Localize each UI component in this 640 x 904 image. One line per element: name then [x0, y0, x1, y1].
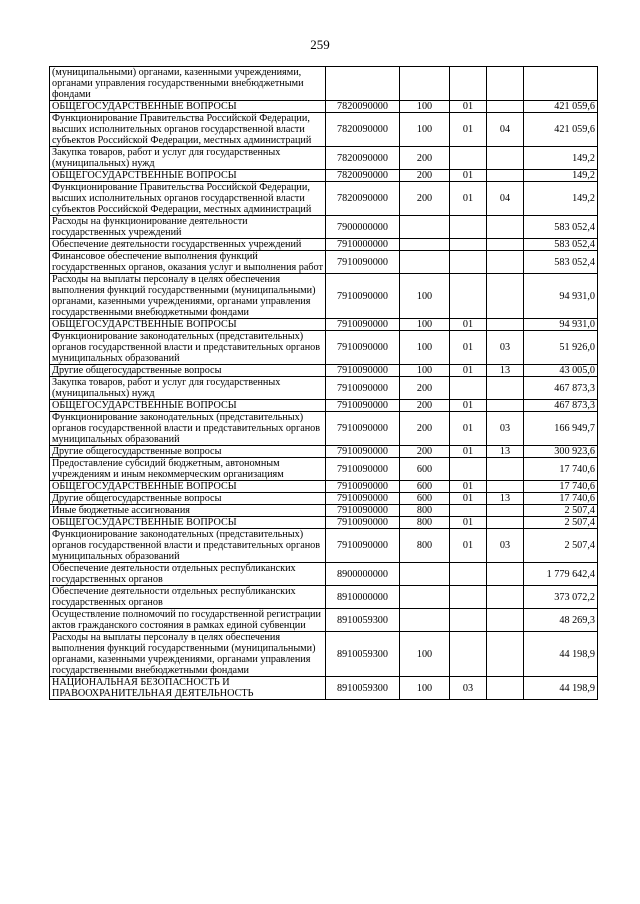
amount-cell: 467 873,3	[524, 377, 598, 400]
amount-cell: 2 507,4	[524, 529, 598, 563]
subsection-cell: 04	[487, 182, 524, 216]
amount-cell: 51 926,0	[524, 331, 598, 365]
expense-name-cell: Функционирование Правительства Российской Федерации, высших исполнительных органов государственной власти субъектов Российской Федерации, местных администраций	[50, 182, 326, 216]
target-code-cell: 7910090000	[326, 331, 400, 365]
subsection-cell	[487, 251, 524, 274]
table-row	[50, 609, 598, 632]
amount-cell: 2 507,4	[524, 517, 598, 529]
target-code-cell	[326, 67, 400, 101]
target-code-cell: 7820090000	[326, 147, 400, 170]
target-code-cell: 8910059300	[326, 677, 400, 700]
section-cell: 01	[450, 400, 487, 412]
expense-type-cell: 100	[400, 632, 450, 677]
section-cell: 01	[450, 365, 487, 377]
expense-name-cell: (муниципальными) органами, казенными учреждениями, органами управления государственными внебюджетными фондами	[50, 67, 326, 101]
expense-type-cell: 200	[400, 412, 450, 446]
table-row	[50, 216, 598, 239]
table-row	[50, 563, 598, 586]
expense-type-cell: 100	[400, 365, 450, 377]
expense-name-cell: ОБЩЕГОСУДАРСТВЕННЫЕ ВОПРОСЫ	[50, 319, 326, 331]
target-code-cell: 7910090000	[326, 493, 400, 505]
subsection-cell	[487, 609, 524, 632]
amount-cell: 94 931,0	[524, 274, 598, 319]
section-cell: 01	[450, 446, 487, 458]
target-code-cell: 7900000000	[326, 216, 400, 239]
subsection-cell: 03	[487, 331, 524, 365]
amount-cell: 373 072,2	[524, 586, 598, 609]
expense-type-cell	[400, 216, 450, 239]
subsection-cell	[487, 505, 524, 517]
amount-cell: 17 740,6	[524, 458, 598, 481]
amount-cell: 48 269,3	[524, 609, 598, 632]
amount-cell: 94 931,0	[524, 319, 598, 331]
subsection-cell: 13	[487, 446, 524, 458]
expense-type-cell	[400, 67, 450, 101]
target-code-cell: 7910090000	[326, 365, 400, 377]
page-number: 259	[310, 37, 330, 52]
table-row	[50, 377, 598, 400]
target-code-cell: 8900000000	[326, 563, 400, 586]
section-cell	[450, 505, 487, 517]
target-code-cell: 7910090000	[326, 251, 400, 274]
subsection-cell: 04	[487, 113, 524, 147]
table-row	[50, 677, 598, 700]
table-row	[50, 67, 598, 101]
subsection-cell	[487, 458, 524, 481]
section-cell	[450, 147, 487, 170]
section-cell	[450, 216, 487, 239]
subsection-cell	[487, 400, 524, 412]
subsection-cell	[487, 677, 524, 700]
target-code-cell: 7910090000	[326, 412, 400, 446]
expense-type-cell: 800	[400, 529, 450, 563]
target-code-cell: 7910090000	[326, 505, 400, 517]
subsection-cell	[487, 274, 524, 319]
section-cell: 01	[450, 182, 487, 216]
amount-cell	[524, 67, 598, 101]
table-row	[50, 331, 598, 365]
expense-type-cell: 200	[400, 170, 450, 182]
expense-name-cell: Функционирование законодательных (представительных) органов государственной власти и представительных органов муниципальных образований	[50, 529, 326, 563]
target-code-cell: 7910090000	[326, 458, 400, 481]
expense-type-cell: 100	[400, 319, 450, 331]
expense-name-cell: Функционирование законодательных (представительных) органов государственной власти и представительных органов муниципальных образований	[50, 412, 326, 446]
amount-cell: 149,2	[524, 147, 598, 170]
table-row	[50, 505, 598, 517]
subsection-cell: 03	[487, 529, 524, 563]
table-row	[50, 113, 598, 147]
expense-name-cell: Предоставление субсидий бюджетным, автономным учреждениям и иным некоммерческим организациям	[50, 458, 326, 481]
target-code-cell: 7910090000	[326, 319, 400, 331]
section-cell: 01	[450, 331, 487, 365]
section-cell	[450, 632, 487, 677]
section-cell: 01	[450, 113, 487, 147]
amount-cell: 467 873,3	[524, 400, 598, 412]
expense-type-cell	[400, 563, 450, 586]
expense-name-cell: ОБЩЕГОСУДАРСТВЕННЫЕ ВОПРОСЫ	[50, 170, 326, 182]
subsection-cell	[487, 563, 524, 586]
subsection-cell: 13	[487, 493, 524, 505]
amount-cell: 149,2	[524, 170, 598, 182]
section-cell	[450, 251, 487, 274]
amount-cell: 421 059,6	[524, 113, 598, 147]
table-row	[50, 274, 598, 319]
target-code-cell: 7910090000	[326, 529, 400, 563]
expense-type-cell: 100	[400, 101, 450, 113]
target-code-cell: 7910090000	[326, 400, 400, 412]
subsection-cell: 03	[487, 412, 524, 446]
subsection-cell	[487, 517, 524, 529]
target-code-cell: 8910000000	[326, 586, 400, 609]
target-code-cell: 7910090000	[326, 517, 400, 529]
subsection-cell	[487, 239, 524, 251]
section-cell	[450, 239, 487, 251]
table-row	[50, 632, 598, 677]
expense-name-cell: ОБЩЕГОСУДАРСТВЕННЫЕ ВОПРОСЫ	[50, 101, 326, 113]
expense-type-cell: 100	[400, 113, 450, 147]
section-cell: 03	[450, 677, 487, 700]
expense-name-cell: Другие общегосударственные вопросы	[50, 365, 326, 377]
table-row	[50, 458, 598, 481]
subsection-cell	[487, 147, 524, 170]
table-row	[50, 365, 598, 377]
amount-cell: 1 779 642,4	[524, 563, 598, 586]
subsection-cell	[487, 319, 524, 331]
target-code-cell: 7910000000	[326, 239, 400, 251]
amount-cell: 17 740,6	[524, 481, 598, 493]
budget-table	[49, 66, 598, 700]
expense-type-cell: 100	[400, 331, 450, 365]
expense-type-cell	[400, 609, 450, 632]
expense-type-cell: 800	[400, 505, 450, 517]
section-cell	[450, 458, 487, 481]
table-row	[50, 586, 598, 609]
section-cell: 01	[450, 101, 487, 113]
subsection-cell	[487, 377, 524, 400]
section-cell	[450, 586, 487, 609]
expense-name-cell: Осуществление полномочий по государственной регистрации актов гражданского состояния в рамках единой субвенции	[50, 609, 326, 632]
subsection-cell	[487, 586, 524, 609]
expense-name-cell: Другие общегосударственные вопросы	[50, 493, 326, 505]
expense-name-cell: ОБЩЕГОСУДАРСТВЕННЫЕ ВОПРОСЫ	[50, 517, 326, 529]
expense-type-cell: 100	[400, 677, 450, 700]
subsection-cell: 13	[487, 365, 524, 377]
section-cell: 01	[450, 493, 487, 505]
amount-cell: 2 507,4	[524, 505, 598, 517]
table-row	[50, 239, 598, 251]
section-cell: 01	[450, 529, 487, 563]
subsection-cell	[487, 67, 524, 101]
expense-type-cell: 600	[400, 493, 450, 505]
amount-cell: 44 198,9	[524, 632, 598, 677]
target-code-cell: 7910090000	[326, 446, 400, 458]
table-row	[50, 517, 598, 529]
section-cell	[450, 377, 487, 400]
expense-name-cell: Финансовое обеспечение выполнения функций государственных органов, оказания услуг и выполнения работ	[50, 251, 326, 274]
expense-type-cell: 600	[400, 458, 450, 481]
target-code-cell: 7820090000	[326, 113, 400, 147]
section-cell	[450, 609, 487, 632]
expense-name-cell: НАЦИОНАЛЬНАЯ БЕЗОПАСНОСТЬ И ПРАВООХРАНИТЕЛЬНАЯ ДЕЯТЕЛЬНОСТЬ	[50, 677, 326, 700]
expense-name-cell: Иные бюджетные ассигнования	[50, 505, 326, 517]
expense-name-cell: Функционирование Правительства Российской Федерации, высших исполнительных органов государственной власти субъектов Российской Федерации, местных администраций	[50, 113, 326, 147]
expense-type-cell: 600	[400, 481, 450, 493]
section-cell: 01	[450, 412, 487, 446]
expense-name-cell: Обеспечение деятельности отдельных республиканских государственных органов	[50, 563, 326, 586]
expense-type-cell	[400, 239, 450, 251]
table-body	[50, 67, 598, 700]
table-row	[50, 101, 598, 113]
amount-cell: 166 949,7	[524, 412, 598, 446]
expense-name-cell: ОБЩЕГОСУДАРСТВЕННЫЕ ВОПРОСЫ	[50, 400, 326, 412]
expense-name-cell: Обеспечение деятельности государственных учреждений	[50, 239, 326, 251]
amount-cell: 44 198,9	[524, 677, 598, 700]
table-row	[50, 147, 598, 170]
section-cell: 01	[450, 170, 487, 182]
amount-cell: 583 052,4	[524, 239, 598, 251]
expense-type-cell: 200	[400, 147, 450, 170]
table-row	[50, 493, 598, 505]
target-code-cell: 7910090000	[326, 274, 400, 319]
expense-type-cell: 800	[400, 517, 450, 529]
expense-name-cell: ОБЩЕГОСУДАРСТВЕННЫЕ ВОПРОСЫ	[50, 481, 326, 493]
amount-cell: 149,2	[524, 182, 598, 216]
target-code-cell: 8910059300	[326, 609, 400, 632]
table-row	[50, 182, 598, 216]
target-code-cell: 7820090000	[326, 101, 400, 113]
table-row	[50, 446, 598, 458]
table-row	[50, 412, 598, 446]
expense-name-cell: Расходы на выплаты персоналу в целях обеспечения выполнения функций государственными (муниципальными) органами, казенными учреждениями, органами управления государственными внебюджетными фондами	[50, 274, 326, 319]
amount-cell: 300 923,6	[524, 446, 598, 458]
expense-name-cell: Расходы на выплаты персоналу в целях обеспечения выполнения функций государственными (муниципальными) органами, казенными учреждениями, органами управления государственными внебюджетными фондами	[50, 632, 326, 677]
amount-cell: 17 740,6	[524, 493, 598, 505]
target-code-cell: 7910090000	[326, 481, 400, 493]
expense-type-cell: 200	[400, 400, 450, 412]
amount-cell: 583 052,4	[524, 251, 598, 274]
expense-type-cell: 200	[400, 377, 450, 400]
table-row	[50, 400, 598, 412]
subsection-cell	[487, 481, 524, 493]
section-cell	[450, 274, 487, 319]
amount-cell: 43 005,0	[524, 365, 598, 377]
table-row	[50, 481, 598, 493]
section-cell: 01	[450, 481, 487, 493]
amount-cell: 583 052,4	[524, 216, 598, 239]
expense-type-cell: 200	[400, 182, 450, 216]
target-code-cell: 7910090000	[326, 377, 400, 400]
expense-name-cell: Закупка товаров, работ и услуг для государственных (муниципальных) нужд	[50, 377, 326, 400]
table-row	[50, 529, 598, 563]
target-code-cell: 7820090000	[326, 182, 400, 216]
expense-type-cell	[400, 251, 450, 274]
table-row	[50, 170, 598, 182]
expense-name-cell: Обеспечение деятельности отдельных республиканских государственных органов	[50, 586, 326, 609]
section-cell: 01	[450, 319, 487, 331]
expense-type-cell: 200	[400, 446, 450, 458]
expense-name-cell: Функционирование законодательных (представительных) органов государственной власти и представительных органов муниципальных образований	[50, 331, 326, 365]
expense-type-cell	[400, 586, 450, 609]
subsection-cell	[487, 170, 524, 182]
section-cell	[450, 67, 487, 101]
expense-name-cell: Закупка товаров, работ и услуг для государственных (муниципальных) нужд	[50, 147, 326, 170]
section-cell	[450, 563, 487, 586]
expense-type-cell: 100	[400, 274, 450, 319]
expense-name-cell: Другие общегосударственные вопросы	[50, 446, 326, 458]
table-row	[50, 251, 598, 274]
amount-cell: 421 059,6	[524, 101, 598, 113]
target-code-cell: 7820090000	[326, 170, 400, 182]
table-row	[50, 319, 598, 331]
subsection-cell	[487, 216, 524, 239]
subsection-cell	[487, 632, 524, 677]
section-cell: 01	[450, 517, 487, 529]
subsection-cell	[487, 101, 524, 113]
expense-name-cell: Расходы на функционирование деятельности государственных учреждений	[50, 216, 326, 239]
target-code-cell: 8910059300	[326, 632, 400, 677]
